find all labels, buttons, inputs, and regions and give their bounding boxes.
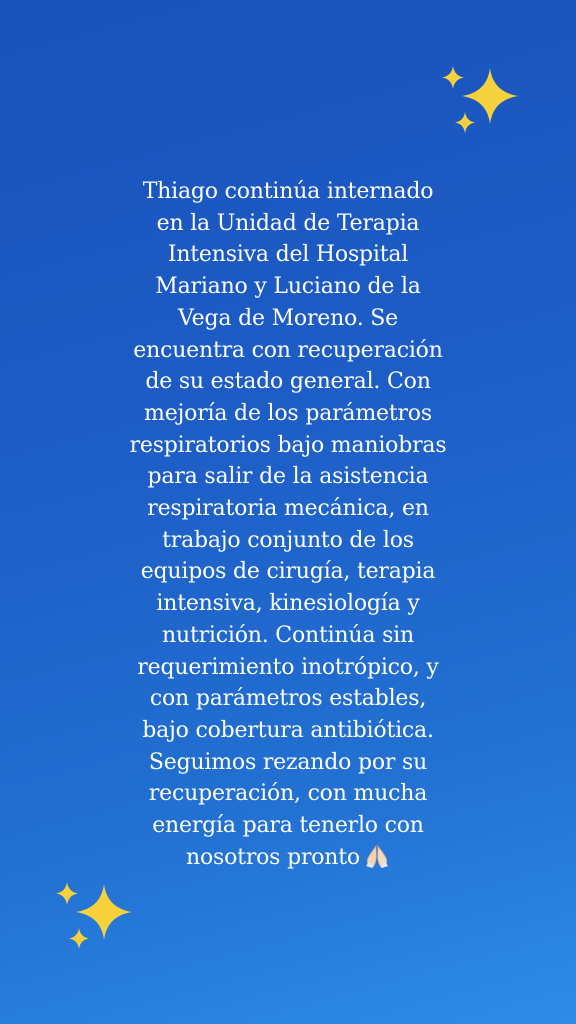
caption-line-14: intensiva, kinesiología y bbox=[156, 591, 420, 617]
caption-line-1: Thiago continúa internado bbox=[142, 179, 434, 204]
caption-line-2: en la Unidad de Terapia bbox=[156, 210, 420, 236]
caption-line-13: equipos de cirugía, terapia bbox=[140, 559, 436, 585]
caption-line-11: respiratoria mecánica, en bbox=[147, 496, 429, 522]
caption-line-17: con parámetros estables, bbox=[149, 686, 427, 712]
caption-line-10: para salir de la asistencia bbox=[147, 464, 429, 490]
caption-line-6: encuentra con recuperación bbox=[133, 337, 443, 363]
folded-hands-icon bbox=[364, 844, 390, 868]
caption-line-16: requerimiento inotrópico, y bbox=[137, 654, 439, 680]
caption-line-22: nosotros pronto bbox=[186, 844, 360, 870]
caption-line-4: Mariano y Luciano de la bbox=[155, 274, 421, 300]
sparkles-icon bbox=[438, 58, 528, 148]
caption-line-8: mejoría de los parámetros bbox=[144, 400, 432, 426]
caption-line-12: trabajo conjunto de los bbox=[162, 527, 414, 553]
caption-line-21: energía para tenerlo con bbox=[152, 813, 424, 839]
caption-line-15: nutrición. Continúa sin bbox=[162, 622, 414, 648]
caption-line-5: Vega de Moreno. Se bbox=[178, 305, 398, 331]
caption-line-7: de su estado general. Con bbox=[145, 369, 431, 395]
caption-line-20: recuperación, con mucha bbox=[148, 781, 428, 807]
caption-line-3: Intensiva del Hospital bbox=[167, 242, 409, 268]
story-caption bbox=[78, 176, 498, 873]
sparkles-icon bbox=[52, 874, 142, 964]
caption-line-18: bajo cobertura antibiótica. bbox=[142, 717, 434, 743]
caption-line-19: Seguimos rezando por su bbox=[148, 749, 428, 775]
caption-line-9: respiratorios bajo maniobras bbox=[129, 432, 447, 458]
